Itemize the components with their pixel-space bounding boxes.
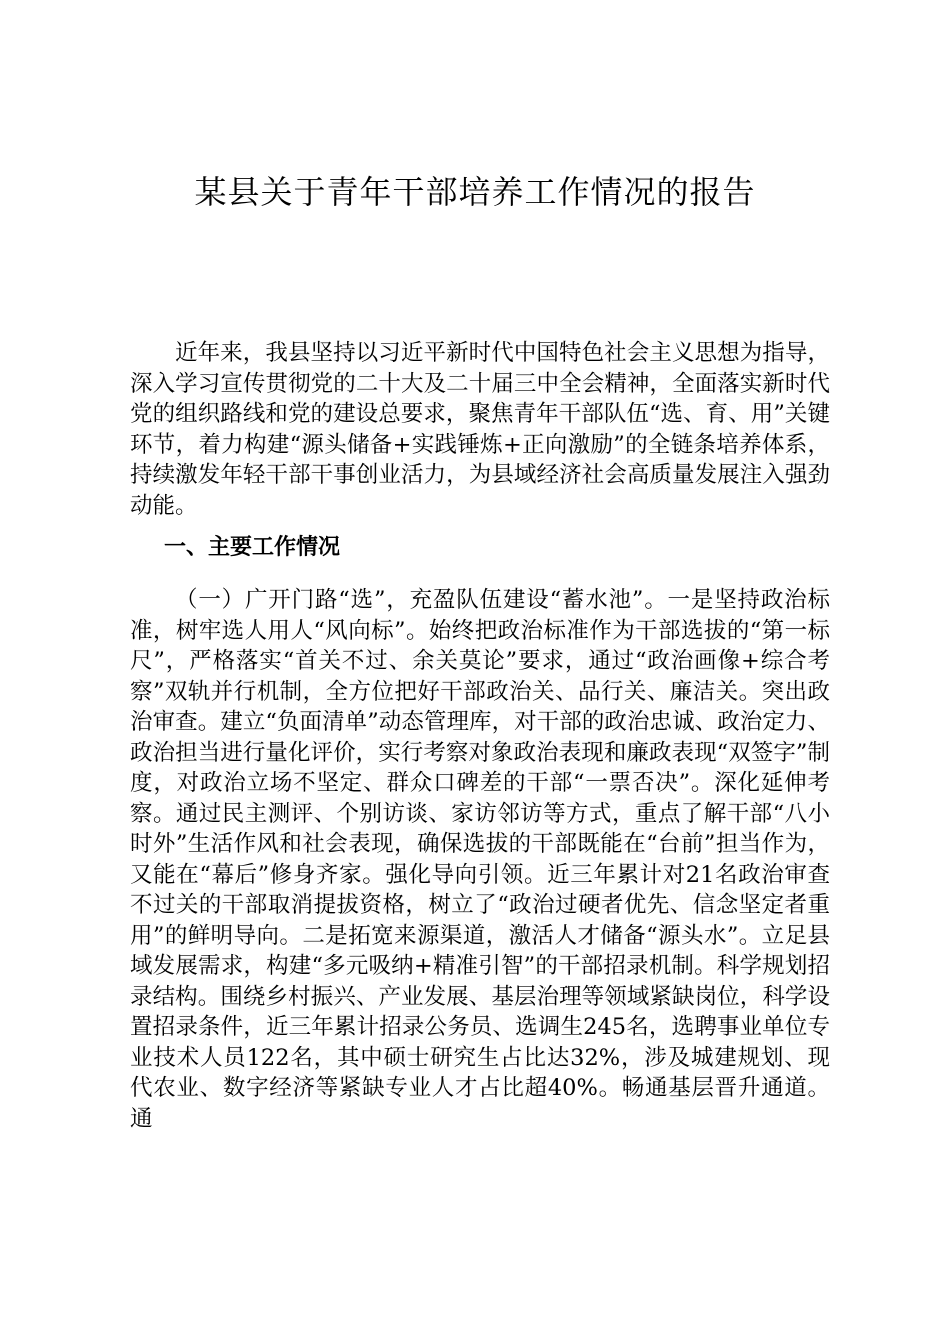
intro-paragraph: 近年来，我县坚持以习近平新时代中国特色社会主义思想为指导，深入学习宣传贯彻党的二十大及二十届三中全会精神，全面落实新时代党的组织路线和党的建设总要求，聚焦青年干部队伍“选、育、用”关键环节，着力构建“源头储备+实践锤炼+正向激励”的全链条培养体系，持续激发年轻干部干事创业活力，为县域经济社会高质量发展注入强劲动能。	[130, 340, 830, 519]
section-heading-main-work: 一、主要工作情况	[164, 535, 341, 560]
document-title: 某县关于青年干部培养工作情况的报告	[194, 173, 756, 211]
section-1-paragraph: （一）广开门路“选”，充盈队伍建设“蓄水池”。一是坚持政治标准，树牢选人用人“风向标”。始终把政治标准作为干部选拔的“第一标尺”，严格落实“首关不过、余关莫论”要求，通过“政治画像+综合考察”双轨并行机制，全方位把好干部政治关、品行关、廉洁关。突出政治审查。建立“负面清单”动态管理库，对干部的政治忠诚、政治定力、政治担当进行量化评价，实行考察对象政治表现和廉政表现“双签字”制度，对政治立场不坚定、群众口碑差的干部“一票否决”。深化延伸考察。通过民主测评、个别访谈、家访邻访等方式，重点了解干部“八小时外”生活作风和社会表现，确保选拔的干部既能在“台前”担当作为，又能在“幕后”修身齐家。强化导向引领。近三年累计对21名政治审查不过关的干部取消提拔资格，树立了“政治过硬者优先、信念坚定者重用”的鲜明导向。二是拓宽来源渠道，激活人才储备“源头水”。立足县域发展需求，构建“多元吸纳+精准引智”的干部招录机制。科学规划招录结构。围绕乡村振兴、产业发展、基层治理等领域紧缺岗位，科学设置招录条件，近三年累计招录公务员、选调生245名，选聘事业单位专业技术人员122名，其中硕士研究生占比达32%，涉及城建规划、现代农业、数字经济等紧缺专业人才占比超40%。畅通基层晋升通道。通	[130, 587, 830, 1132]
